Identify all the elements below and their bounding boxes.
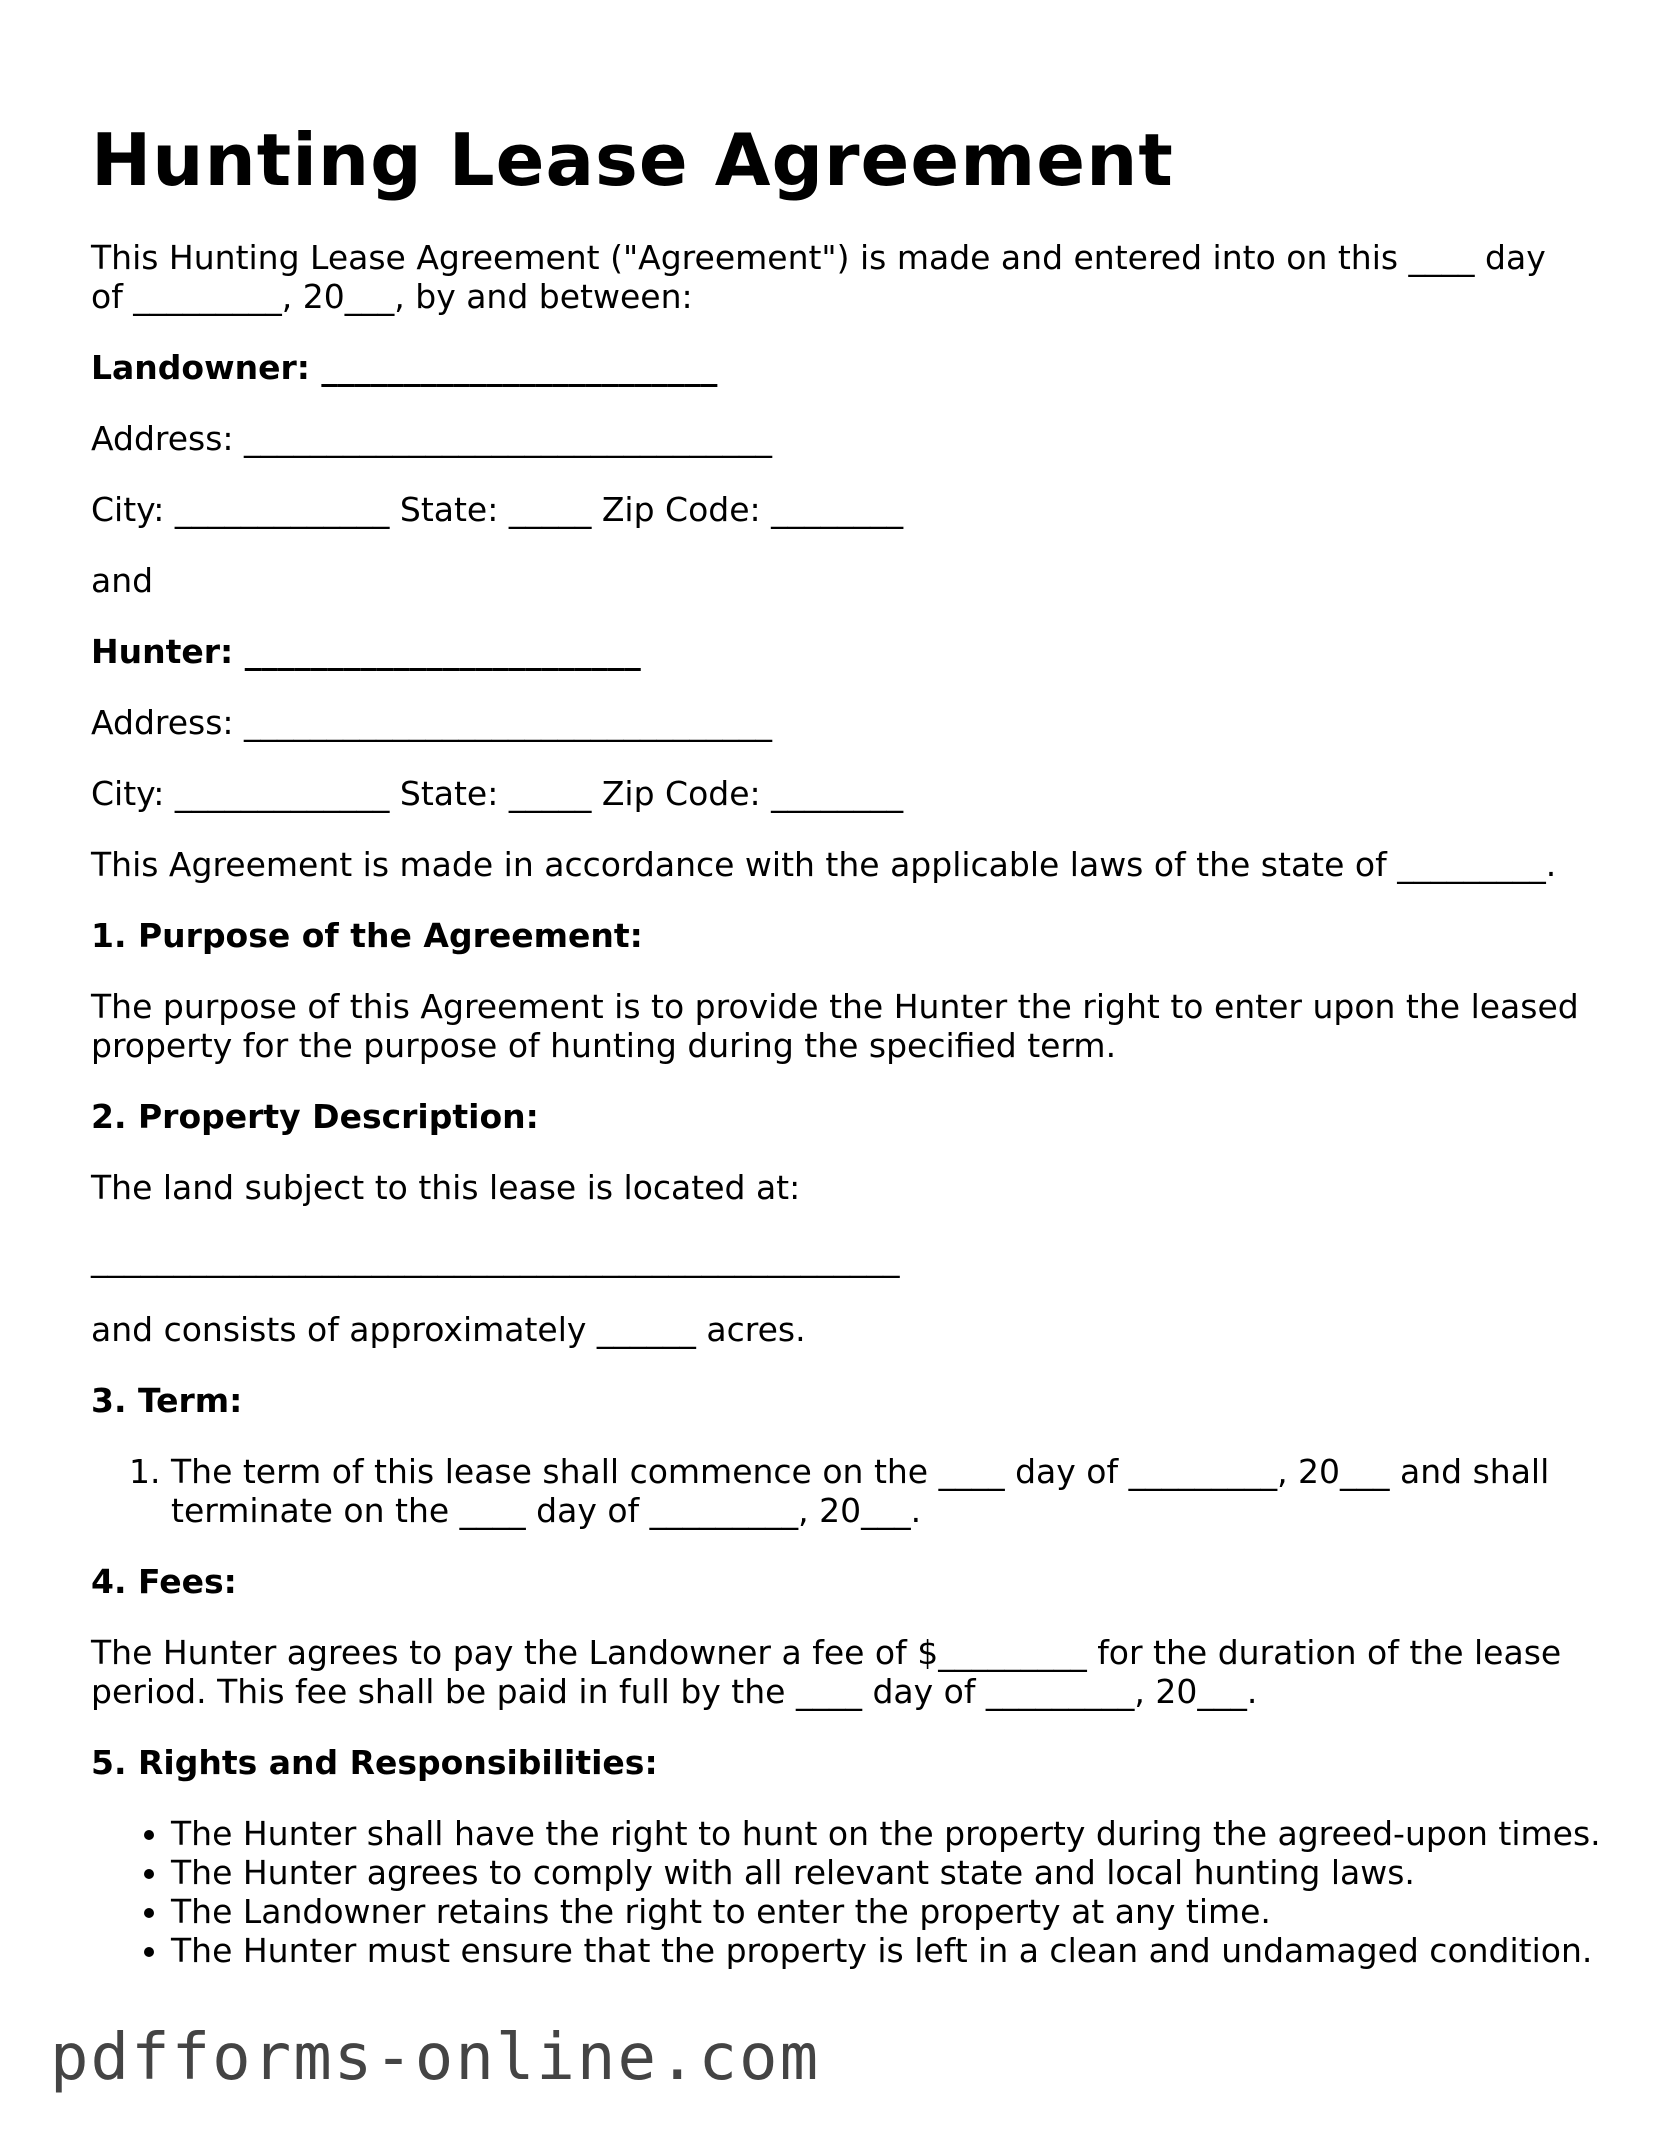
document-page [91, 118, 1601, 1970]
rights-list-item: • The Landowner retains the right to enter the property at any time. [171, 1892, 1654, 1931]
rights-list-item: • The Hunter agrees to comply with all relevant state and local hunting laws. [171, 1853, 1654, 1892]
fees-heading: 4. Fees: [91, 1562, 237, 1601]
purpose-text: The purpose of this Agreement is to provide the Hunter the right to enter upon the leased property for the purpose of hunting during the specified term. [91, 987, 1579, 1065]
term-list-item: 1. The term of this lease shall commence on the ____ day of _________, 20___ and shall terminate on the ____ day of _________, 20___. [171, 1452, 1654, 1530]
document-title: Hunting Lease Agreement [91, 118, 1174, 202]
landowner-name-field: Landowner: ________________________ [91, 348, 718, 387]
rights-list [91, 1814, 1654, 1970]
landowner-city-state-zip: City: _____________ State: _____ Zip Code: ________ [91, 490, 904, 529]
landowner-address-field: Address: ________________________________ [91, 419, 773, 458]
property-location-blank: _________________________________________________ [91, 1239, 900, 1278]
purpose-heading: 1. Purpose of the Agreement: [91, 916, 643, 955]
hunter-name-field: Hunter: ________________________ [91, 632, 641, 671]
and-text: and [91, 561, 154, 600]
rights-list-item: • The Hunter shall have the right to hunt on the property during the agreed-upon times. [171, 1814, 1654, 1853]
hunter-city-state-zip: City: _____________ State: _____ Zip Code: ________ [91, 774, 904, 813]
fees-text: The Hunter agrees to pay the Landowner a fee of $_________ for the duration of the lease period. This fee shall be paid in full by the ____ day of _________, 20___. [91, 1633, 1562, 1711]
property-text: The land subject to this lease is located at: [91, 1168, 801, 1207]
hunter-address-field: Address: ________________________________ [91, 703, 773, 742]
term-list [91, 1452, 1654, 1530]
rights-heading: 5. Rights and Responsibilities: [91, 1743, 658, 1782]
intro-paragraph: This Hunting Lease Agreement ("Agreement") is made and entered into on this ____ day of _________, 20___, by and between: [91, 238, 1546, 316]
site-watermark: pdfforms-online.com [50, 2021, 821, 2095]
governing-law-text: This Agreement is made in accordance with the applicable laws of the state of _________. [91, 845, 1557, 884]
property-acres-text: and consists of approximately ______ acres. [91, 1310, 806, 1349]
rights-list-item: • The Hunter must ensure that the property is left in a clean and undamaged condition. [171, 1931, 1654, 1970]
term-heading: 3. Term: [91, 1381, 243, 1420]
property-heading: 2. Property Description: [91, 1097, 539, 1136]
